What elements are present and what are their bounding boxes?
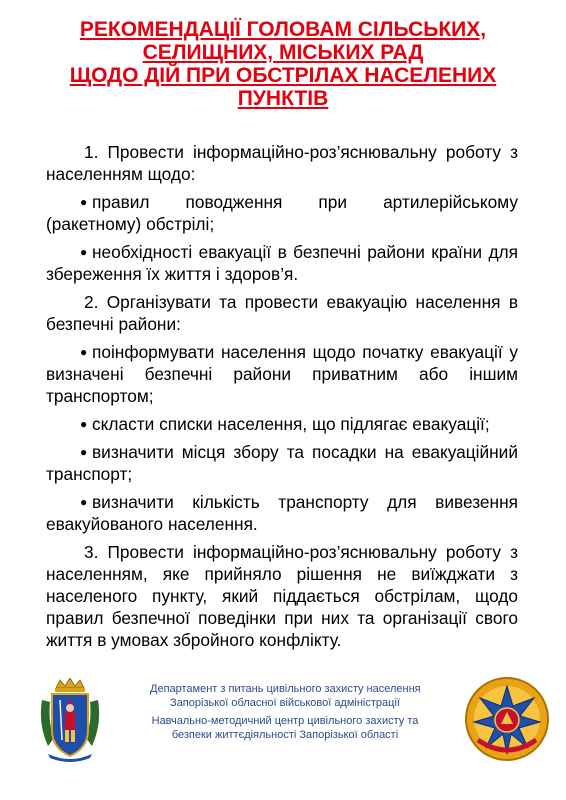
bullet-icon: ● [80,495,88,509]
section-2-bullet-2: ● скласти списки населення, що підлягає евакуації; [80,414,490,434]
title-line-2: СЕЛИЩНИХ, МІСЬКИХ РАД [142,41,424,64]
section-1: 1. Провести інформаційно-роз’яснювальну роботу з населенням щодо: [46,142,518,184]
bullet-icon: ● [80,345,88,359]
footer [0,668,566,778]
recommendations-body [46,141,518,657]
bullet-icon: ● [80,445,88,459]
bullet-icon: ● [80,195,88,209]
org-line-2: Запорізької обласної військової адміністрації [170,697,400,709]
zaporizhzhia-coat-of-arms-icon [38,678,102,762]
section-2: 2. Організувати та провести евакуацію населення в безпечні райони: [46,292,518,334]
title-line-3: ЩОДО ДІЙ ПРИ ОБСТРІЛАХ НАСЕЛЕНИХ [69,64,497,87]
section-1-bullet-1: ● правил поводження при артилерійському (ракетному) обстрілі; [46,192,518,234]
title-line-1: РЕКОМЕНДАЦІЇ ГОЛОВАМ СІЛЬСЬКИХ, [79,18,487,41]
section-1-bullet-2: ● необхідності евакуації в безпечні райони країни для збереження їх життя і здоров’я. [46,242,518,284]
document-title [40,18,526,110]
civil-protection-emblem-icon [464,676,550,762]
organization-block [150,682,420,742]
title-line-4: ПУНКТІВ [237,87,329,110]
section-3: 3. Провести інформаційно-роз’яснювальну роботу з населенням, яке прийняло рішення не виїжджати з населеного пункту, який піддається обстрілам, щодо правил безпечної поведінки при них та організації свого життя в умовах збройного конфлікту. [46,542,518,650]
bullet-icon: ● [80,417,88,431]
org-line-4: безпеки життєдіяльності Запорізької області [171,729,399,741]
section-2-bullet-3: ● визначити місця збору та посадки на евакуаційний транспорт; [46,442,518,484]
org-line-3: Навчально-методичний центр цивільного захисту та [151,715,419,727]
org-line-1: Департамент з питань цивільного захисту населення [150,683,421,695]
section-2-bullet-1: ● поінформувати населення щодо початку евакуації у визначені безпечні райони приватним або іншим транспортом; [46,342,518,406]
section-2-bullet-4: ● визначити кількість транспорту для вивезення евакуйованого населення. [46,492,518,534]
bullet-icon: ● [80,245,88,259]
